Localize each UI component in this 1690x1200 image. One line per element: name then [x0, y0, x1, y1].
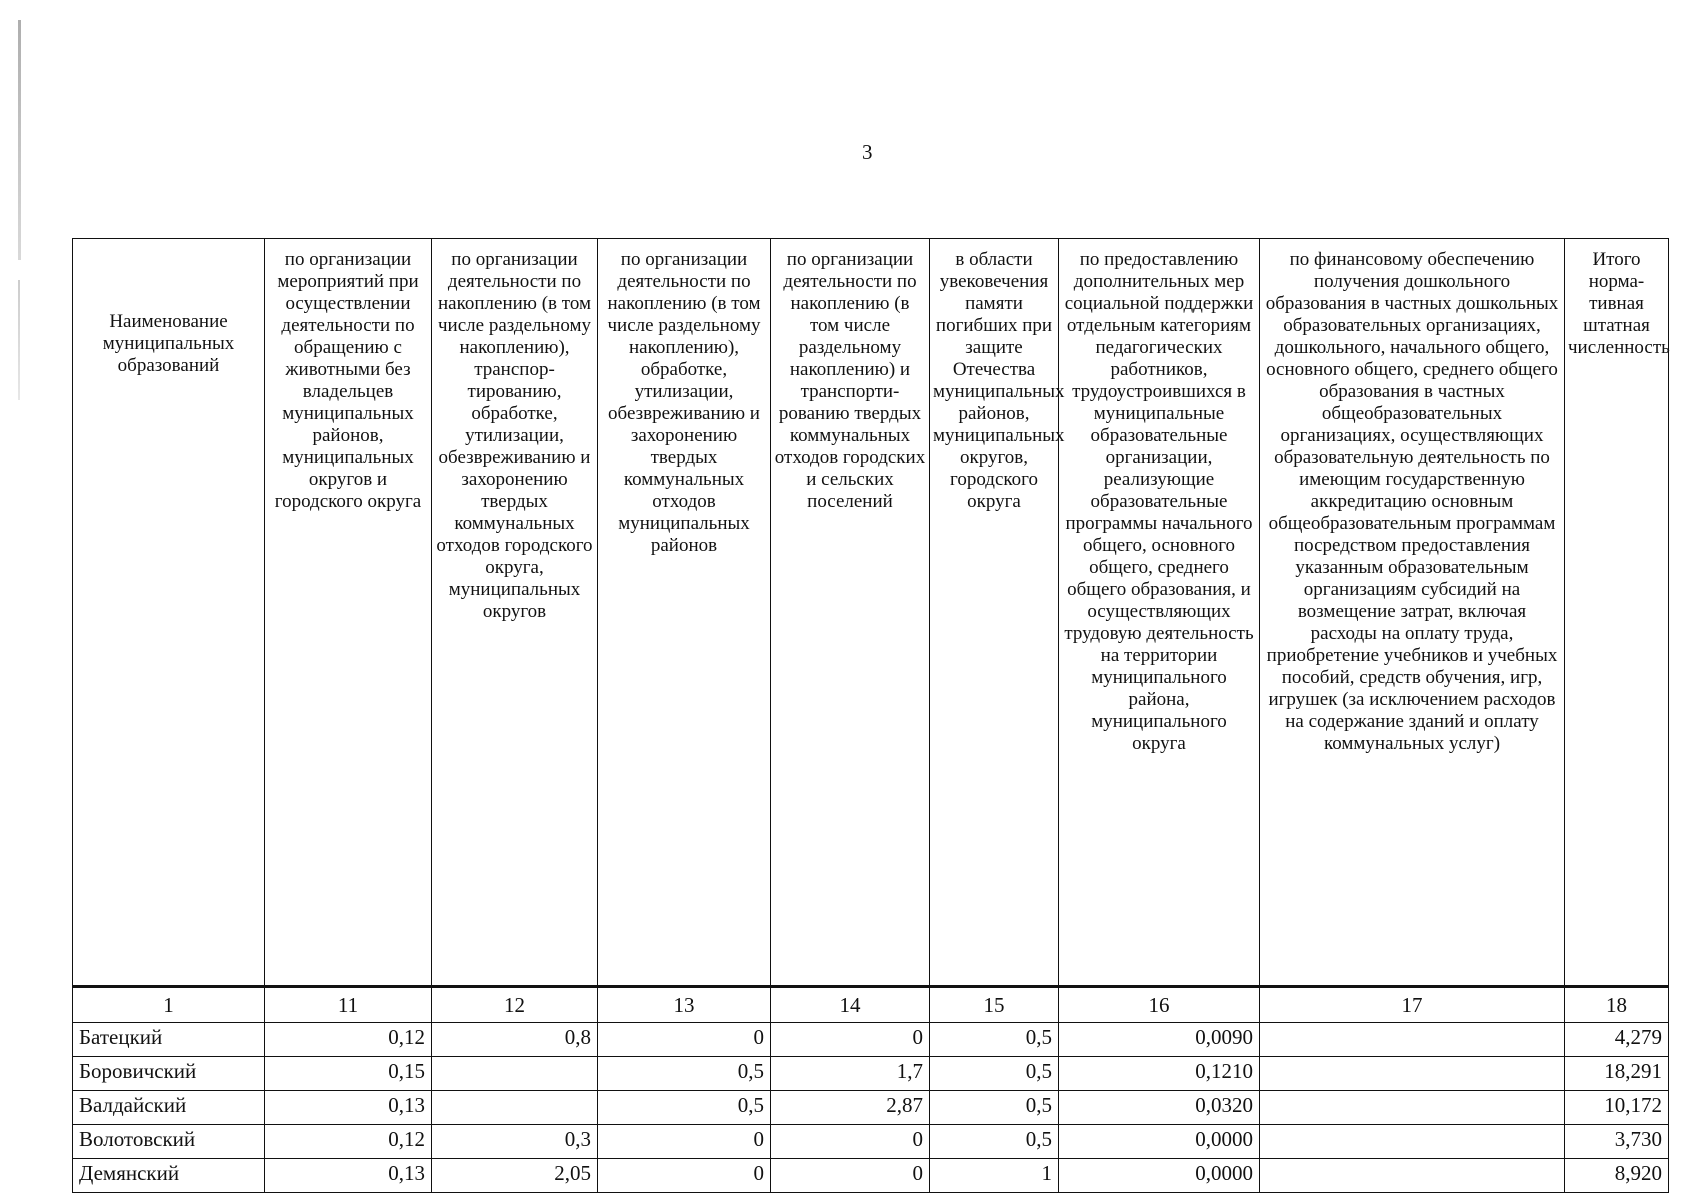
municipality-name: Боровичский — [73, 1057, 265, 1091]
table-cell: 2,87 — [771, 1091, 930, 1125]
column-number: 17 — [1260, 987, 1565, 1023]
table-row — [73, 1159, 1669, 1193]
table-cell — [1260, 1159, 1565, 1193]
table-cell: 0,3 — [432, 1125, 598, 1159]
table-cell: 4,279 — [1565, 1023, 1669, 1057]
staffing-table — [72, 238, 1669, 1193]
header-col-12: по организации деятельности по накоплению (в том числе раздельному накоплению), транспор-тированию, обработке, утилизации, обезвреживанию и захоронению твердых коммунальных отходов городского округа, муниципальных округов — [432, 239, 598, 987]
table-cell: 0,5 — [598, 1057, 771, 1091]
table-cell: 0 — [771, 1023, 930, 1057]
column-number: 14 — [771, 987, 930, 1023]
header-col-14: по организации деятельности по накоплению (в том числе раздельному накоплению) и транспорти-рованию твердых коммунальных отходов городских и сельских поселений — [771, 239, 930, 987]
header-col-15: в области увековечения памяти погибших при защите Отечества муниципальных районов, муниципальных округов, городского округа — [930, 239, 1059, 987]
scan-edge-mark — [18, 280, 20, 400]
table-cell: 0,0000 — [1059, 1159, 1260, 1193]
table-cell: 0 — [598, 1023, 771, 1057]
table-cell: 0,15 — [265, 1057, 432, 1091]
table-cell: 18,291 — [1565, 1057, 1669, 1091]
column-number: 15 — [930, 987, 1059, 1023]
table-cell — [1260, 1023, 1565, 1057]
table-cell: 0 — [598, 1125, 771, 1159]
page-number: 3 — [862, 140, 873, 164]
table-row — [73, 1023, 1669, 1057]
table-cell: 0,5 — [930, 1057, 1059, 1091]
table-cell: 0,13 — [265, 1159, 432, 1193]
table-cell: 0,0000 — [1059, 1125, 1260, 1159]
table-cell: 0,0090 — [1059, 1023, 1260, 1057]
table-cell: 2,05 — [432, 1159, 598, 1193]
table-cell: 8,920 — [1565, 1159, 1669, 1193]
table-row — [73, 1057, 1669, 1091]
header-col-16: по предоставлению дополнительных мер социальной поддержки отдельным категориям педагогических работников, трудоустроившихся в муниципальные образовательные организации, реализующие образовательные программы начального общего, основного общего, среднего общего образования, и осуществляющих трудовую деятельность на территории муниципального района, муниципального округа — [1059, 239, 1260, 987]
table-cell: 0,5 — [930, 1023, 1059, 1057]
table-cell — [1260, 1057, 1565, 1091]
table-cell: 0,12 — [265, 1125, 432, 1159]
header-row — [73, 239, 1669, 987]
column-number: 12 — [432, 987, 598, 1023]
column-number: 1 — [73, 987, 265, 1023]
table-cell: 0,5 — [598, 1091, 771, 1125]
header-col-11: по организации мероприятий при осуществлении деятельности по обращению с животными без владельцев муниципальных районов, муниципальных округов и городского округа — [265, 239, 432, 987]
table-cell: 0,12 — [265, 1023, 432, 1057]
header-col-18: Итого норма-тивная штатная численность — [1565, 239, 1669, 987]
table-cell: 10,172 — [1565, 1091, 1669, 1125]
table-cell: 0,5 — [930, 1125, 1059, 1159]
table-cell: 0,1210 — [1059, 1057, 1260, 1091]
table-cell: 0,13 — [265, 1091, 432, 1125]
table-cell: 3,730 — [1565, 1125, 1669, 1159]
column-number: 11 — [265, 987, 432, 1023]
table-cell: 0 — [598, 1159, 771, 1193]
table-cell — [1260, 1125, 1565, 1159]
table-cell: 0 — [771, 1159, 930, 1193]
header-municipality: Наименование муниципальных образований — [73, 239, 265, 987]
municipality-name: Валдайский — [73, 1091, 265, 1125]
column-number: 16 — [1059, 987, 1260, 1023]
table-cell — [432, 1057, 598, 1091]
municipality-name: Демянский — [73, 1159, 265, 1193]
header-col-17: по финансовому обеспечению получения дошкольного образования в частных дошкольных образовательных организациях, дошкольного, начального общего, основного общего, среднего общего образования в частных общеобразовательных организациях, осуществляющих образовательную деятельность по имеющим государственную аккредитацию основным общеобразовательным программам посредством предоставления указанным образовательным организациям субсидий на возмещение затрат, включая расходы на оплату труда, приобретение учебников и учебных пособий, средств обучения, игр, игрушек (за исключением расходов на содержание зданий и оплату коммунальных услуг) — [1260, 239, 1565, 987]
table-row — [73, 1091, 1669, 1125]
table-cell: 1,7 — [771, 1057, 930, 1091]
municipality-name: Батецкий — [73, 1023, 265, 1057]
municipality-name: Волотовский — [73, 1125, 265, 1159]
table-cell: 0,0320 — [1059, 1091, 1260, 1125]
table-cell — [432, 1091, 598, 1125]
table-cell: 0,5 — [930, 1091, 1059, 1125]
table-row — [73, 1125, 1669, 1159]
table-cell — [1260, 1091, 1565, 1125]
header-col-13: по организации деятельности по накоплению (в том числе раздельному накоплению), обработке, утилизации, обезвреживанию и захоронению твердых коммунальных отходов муниципальных районов — [598, 239, 771, 987]
scan-edge-mark — [18, 20, 21, 260]
column-number-row — [73, 987, 1669, 1023]
column-number: 18 — [1565, 987, 1669, 1023]
column-number: 13 — [598, 987, 771, 1023]
table-cell: 0,8 — [432, 1023, 598, 1057]
table-cell: 1 — [930, 1159, 1059, 1193]
table-cell: 0 — [771, 1125, 930, 1159]
